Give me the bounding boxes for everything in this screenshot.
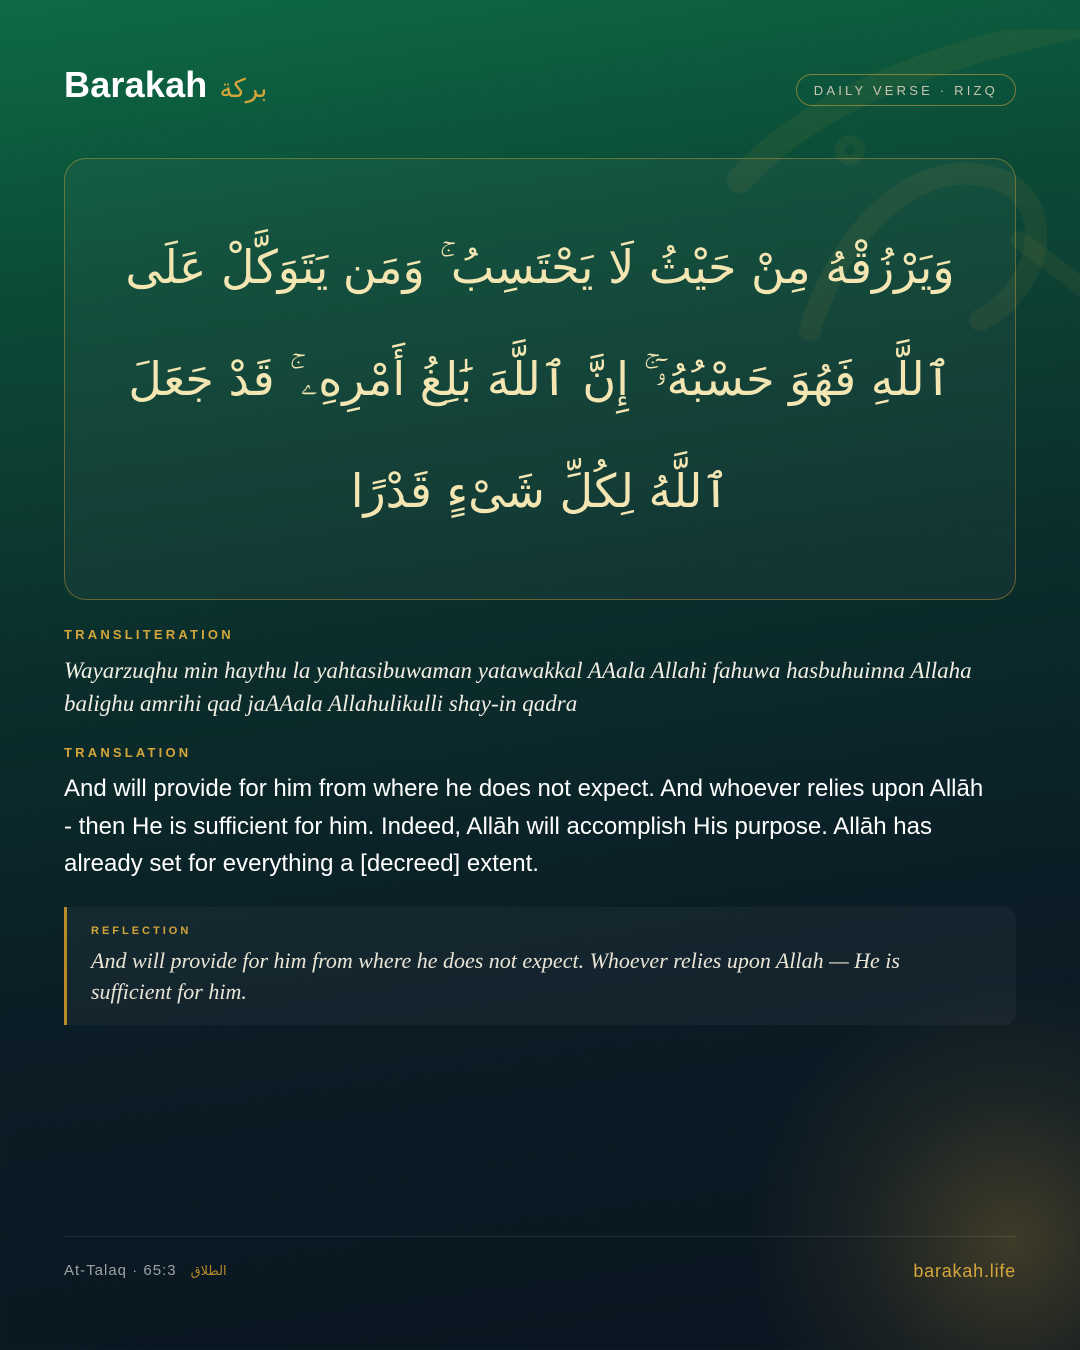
arabic-verse: وَيَرْزُقْهُ مِنْ حَيْثُ لَا يَحْتَسِبُ ۚ وَمَن يَتَوَكَّلْ عَلَى ٱللَّهِ فَهُوَ حَسْبُهُۥٓ ۚ إِنَّ ٱللَّهَ بَٰلِغُ أَمْرِهِۦ ۚ قَدْ جَعَلَ ٱللَّهُ لِكُلِّ شَىْءٍ قَدْرًا <box>125 240 955 518</box>
brand-arabic: بركة <box>219 74 268 104</box>
brand-name: Barakah <box>64 64 208 105</box>
transliteration-text: Wayarzuqhu min haythu la yahtasibuwaman yatawakkal AAala Allahi fahuwa hasbuhuinna Allaha balighu amrihi qad jaAAala Allahulikulli shay-in qadra <box>64 658 972 716</box>
surah-arabic-name: الطلاق <box>190 1264 227 1279</box>
header <box>64 62 1016 118</box>
verse-reference <box>64 1262 227 1279</box>
reflection-box <box>64 907 1016 1025</box>
translation-label: TRANSLATION <box>64 745 192 760</box>
site-link[interactable]: barakah.life <box>913 1261 1016 1281</box>
brand-logo <box>64 64 267 106</box>
reflection-text: And will provide for him from where he does not expect. Whoever relies upon Allah — He is sufficient for him. <box>91 948 900 1004</box>
verse-card <box>64 158 1016 600</box>
translation-text: And will provide for him from where he does not expect. And whoever relies upon Allāh - then He is sufficient for him. Indeed, Allāh will accomplish His purpose. Allāh has already set for everything a [decreed] extent. <box>64 775 984 877</box>
reference-text: At-Talaq · 65:3 <box>64 1262 177 1279</box>
reflection-label: REFLECTION <box>91 925 192 937</box>
footer-divider <box>64 1236 1016 1237</box>
daily-verse-tag: DAILY VERSE · RIZQ <box>796 74 1016 106</box>
transliteration-label: TRANSLITERATION <box>64 627 234 642</box>
